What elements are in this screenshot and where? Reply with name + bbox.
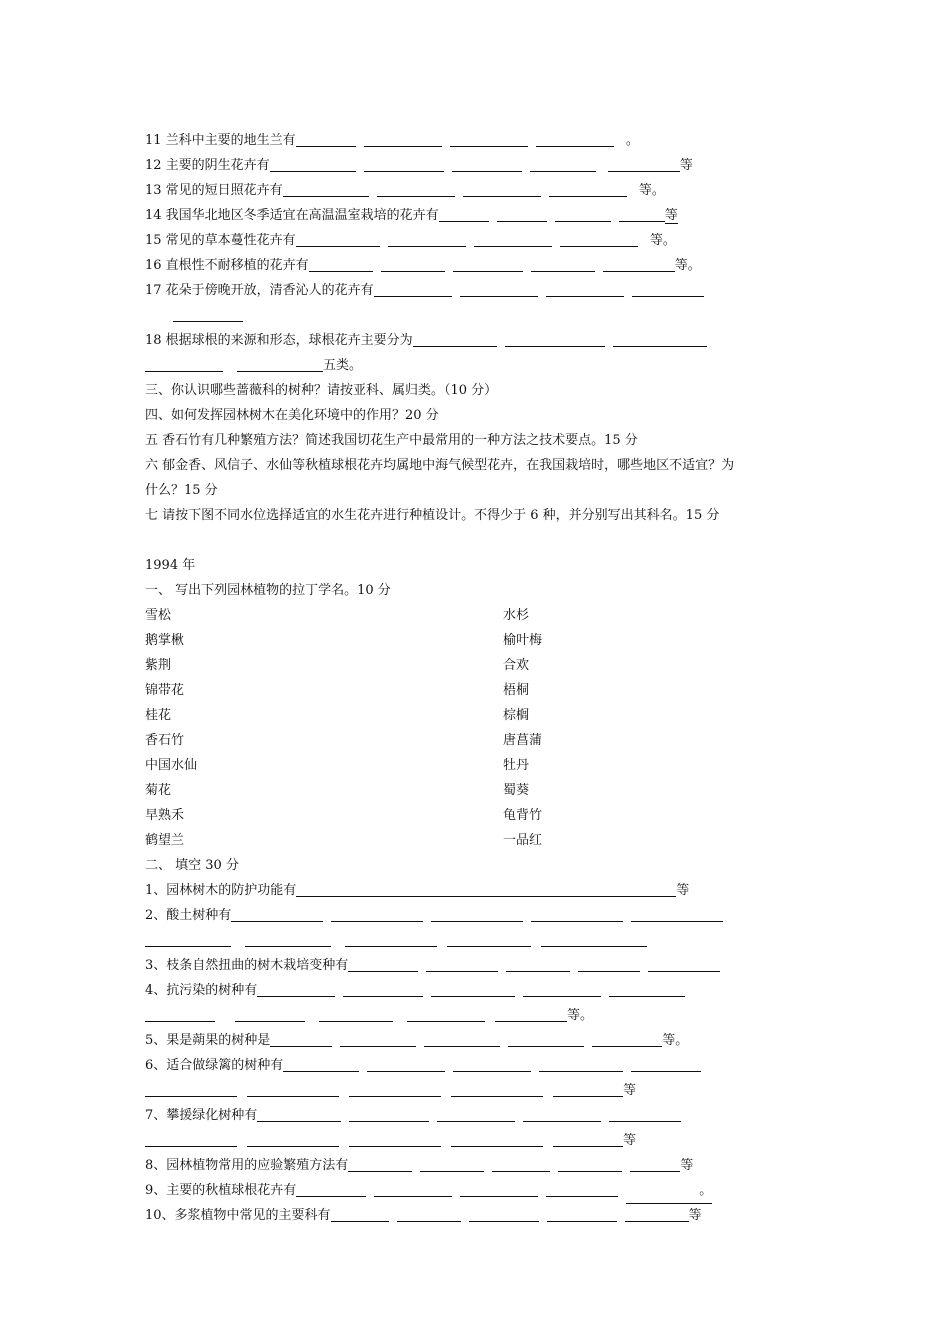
section-2-fill-blank: 二、 填空 30 分 xyxy=(145,858,239,873)
blank[interactable] xyxy=(536,131,614,147)
blank[interactable] xyxy=(407,1006,485,1022)
blank[interactable] xyxy=(377,181,455,197)
fill-2-continued xyxy=(145,928,825,953)
plant-row: 早熟禾 龟背竹 xyxy=(145,808,543,823)
blank[interactable] xyxy=(451,1081,543,1097)
section-6-continued: 什么？15 分 xyxy=(145,483,218,498)
blank[interactable] xyxy=(145,931,231,947)
blank[interactable] xyxy=(495,1006,567,1022)
blank[interactable] xyxy=(349,1106,429,1122)
blank[interactable] xyxy=(235,1006,305,1022)
blank[interactable] xyxy=(549,181,627,197)
blank[interactable] xyxy=(460,1181,538,1197)
blank[interactable] xyxy=(296,881,676,897)
question-14: 14 我国华北地区冬季适宜在高温温室栽培的花卉有 等 xyxy=(145,208,678,223)
blank[interactable] xyxy=(426,956,498,972)
blank[interactable] xyxy=(508,1031,584,1047)
plant-row: 菊花 蜀葵 xyxy=(145,783,530,798)
year-heading: 1994 年 xyxy=(145,558,196,573)
blank[interactable] xyxy=(296,231,380,247)
blank[interactable] xyxy=(270,156,356,172)
blank[interactable] xyxy=(469,1206,539,1222)
question-17: 17 花朵于傍晚开放，清香沁人的花卉有 xyxy=(145,278,825,303)
fill-4-continued: 等。 xyxy=(145,1003,825,1028)
fill-1: 1、园林树木的防护功能有 等 xyxy=(145,883,690,898)
fill-4: 4、抗污染的树种有 xyxy=(145,978,825,1003)
blank[interactable] xyxy=(283,181,369,197)
spacer xyxy=(145,528,825,553)
blank[interactable] xyxy=(349,1131,441,1147)
blank[interactable] xyxy=(523,981,601,997)
blank[interactable] xyxy=(397,1206,461,1222)
blank[interactable] xyxy=(413,331,497,347)
blank[interactable] xyxy=(349,1081,441,1097)
blank[interactable] xyxy=(453,256,523,272)
question-12: 12 主要的阴生花卉有 等 xyxy=(145,158,693,173)
blank[interactable] xyxy=(452,156,522,172)
fill-2: 2、酸土树种有 xyxy=(145,903,825,928)
blank[interactable] xyxy=(173,306,243,322)
blank[interactable] xyxy=(609,1106,681,1122)
plant-row: 锦带花 梧桐 xyxy=(145,683,530,698)
blank[interactable] xyxy=(364,156,444,172)
blank[interactable] xyxy=(474,231,552,247)
blank[interactable] xyxy=(367,1056,445,1072)
blank[interactable] xyxy=(648,956,720,972)
question-18-continued: 五类。 xyxy=(145,353,825,378)
fill-6-continued: 等 xyxy=(145,1078,825,1103)
fill-10: 10、多浆植物中常见的主要科有 等 xyxy=(145,1208,702,1223)
section-1-latin-names: 一、 写出下列园林植物的拉丁学名。10 分 xyxy=(145,583,391,598)
blank[interactable] xyxy=(319,1006,393,1022)
question-11: 11 兰科中主要的地生兰有 。 xyxy=(145,133,639,148)
blank[interactable] xyxy=(546,1181,618,1197)
exam-content xyxy=(145,128,825,1228)
blank[interactable] xyxy=(145,1006,215,1022)
blank[interactable] xyxy=(340,1031,416,1047)
blank[interactable] xyxy=(608,156,680,172)
blank[interactable] xyxy=(592,1031,662,1047)
fill-7-continued: 等 xyxy=(145,1128,825,1153)
blank[interactable] xyxy=(546,281,624,297)
fill-5: 5、果是蒴果的树种是 等。 xyxy=(145,1033,689,1048)
blank[interactable] xyxy=(431,906,523,922)
blank[interactable] xyxy=(424,1031,500,1047)
blank[interactable] xyxy=(296,131,356,147)
blank[interactable] xyxy=(348,956,418,972)
blank[interactable] xyxy=(145,356,223,372)
section-3: 三、你认识哪些蔷薇科的树种？请按亚科、属归类。（10 分） xyxy=(145,383,498,398)
blank[interactable] xyxy=(555,206,611,222)
question-17-continued xyxy=(145,303,825,328)
blank[interactable] xyxy=(497,206,547,222)
blank[interactable] xyxy=(381,256,445,272)
question-18: 18 根据球根的来源和形态，球根花卉主要分为 xyxy=(145,328,825,353)
section-5: 五 香石竹有几种繁殖方法？简述我国切花生产中最常用的一种方法之技术要点。15 分 xyxy=(145,433,638,448)
blank[interactable] xyxy=(603,256,675,272)
fill-6: 6、适合做绿篱的树种有 xyxy=(145,1053,825,1078)
fill-9: 9、主要的秋植球根花卉有 。 xyxy=(145,1178,825,1203)
blank[interactable] xyxy=(531,256,595,272)
blank[interactable] xyxy=(625,1206,689,1222)
question-15: 15 常见的草本蔓性花卉有 等。 xyxy=(145,233,676,248)
blank[interactable] xyxy=(374,281,452,297)
plant-row: 香石竹 唐菖蒲 xyxy=(145,733,543,748)
blank[interactable] xyxy=(439,206,489,222)
blank[interactable] xyxy=(247,1131,339,1147)
blank[interactable] xyxy=(348,1156,412,1172)
plant-row: 紫荆 合欢 xyxy=(145,658,530,673)
blank[interactable] xyxy=(283,1056,359,1072)
plant-row: 雪松 水杉 xyxy=(145,608,530,623)
blank[interactable] xyxy=(613,331,707,347)
fill-3: 3、枝条自然扭曲的树木栽培变种有 xyxy=(145,953,825,978)
blank[interactable] xyxy=(331,906,423,922)
section-7: 七 请按下图不同水位选择适宜的水生花卉进行种植设计。不得少于 6 种，并分别写出其科名。15 分 xyxy=(145,508,720,523)
blank[interactable] xyxy=(145,1131,237,1147)
blank[interactable] xyxy=(450,131,528,147)
blank[interactable] xyxy=(270,1031,332,1047)
blank[interactable] xyxy=(506,956,570,972)
plant-row: 中国水仙 牡丹 xyxy=(145,758,530,773)
blank[interactable] xyxy=(547,1206,617,1222)
blank[interactable] xyxy=(560,231,638,247)
blank[interactable] xyxy=(558,1156,622,1172)
blank[interactable] xyxy=(309,256,373,272)
blank[interactable] xyxy=(447,931,531,947)
fill-8: 8、园林植物常用的应验繁殖方法有 等 xyxy=(145,1158,694,1173)
blank[interactable] xyxy=(245,931,331,947)
blank[interactable] xyxy=(145,1081,237,1097)
blank[interactable] xyxy=(505,331,605,347)
blank[interactable] xyxy=(609,981,685,997)
blank[interactable] xyxy=(345,931,437,947)
blank[interactable] xyxy=(553,1081,623,1097)
blank[interactable] xyxy=(237,356,323,372)
blank[interactable] xyxy=(257,981,335,997)
blank[interactable] xyxy=(530,156,596,172)
blank[interactable] xyxy=(451,1131,543,1147)
blank[interactable] xyxy=(453,1056,531,1072)
plant-row: 鹅掌楸 榆叶梅 xyxy=(145,633,543,648)
blank[interactable] xyxy=(388,231,466,247)
plant-row: 鹤望兰 一品红 xyxy=(145,833,543,848)
blank[interactable] xyxy=(631,906,723,922)
section-6: 六 郁金香、风信子、水仙等秋植球根花卉均属地中海气候型花卉，在我国栽培时，哪些地区不适宜？为 xyxy=(145,458,735,473)
blank[interactable] xyxy=(631,1056,701,1072)
blank[interactable] xyxy=(553,1131,623,1147)
blank[interactable] xyxy=(431,981,515,997)
blank[interactable] xyxy=(492,1156,550,1172)
blank[interactable] xyxy=(619,206,665,222)
blank[interactable] xyxy=(437,1106,515,1122)
blank[interactable] xyxy=(247,1081,339,1097)
blank[interactable] xyxy=(541,931,647,947)
blank[interactable] xyxy=(420,1156,484,1172)
blank[interactable] xyxy=(463,181,541,197)
blank[interactable] xyxy=(539,1056,623,1072)
blank[interactable] xyxy=(578,956,640,972)
blank[interactable] xyxy=(296,1181,366,1197)
blank[interactable] xyxy=(231,906,323,922)
blank[interactable] xyxy=(531,906,623,922)
blank[interactable] xyxy=(364,131,442,147)
question-16: 16 直根性不耐移植的花卉有 等。 xyxy=(145,258,701,273)
blank[interactable] xyxy=(460,281,538,297)
blank[interactable] xyxy=(632,281,704,297)
section-4: 四、如何发挥园林树木在美化环境中的作用？20 分 xyxy=(145,408,439,423)
blank[interactable] xyxy=(331,1206,389,1222)
question-13: 13 常见的短日照花卉有 等。 xyxy=(145,183,665,198)
blank[interactable] xyxy=(257,1106,341,1122)
fill-7: 7、攀援绿化树种有 xyxy=(145,1103,825,1128)
blank[interactable] xyxy=(523,1106,601,1122)
blank[interactable] xyxy=(630,1156,680,1172)
blank[interactable] xyxy=(343,981,423,997)
blank[interactable] xyxy=(374,1181,452,1197)
plant-row: 桂花 棕榈 xyxy=(145,708,530,723)
